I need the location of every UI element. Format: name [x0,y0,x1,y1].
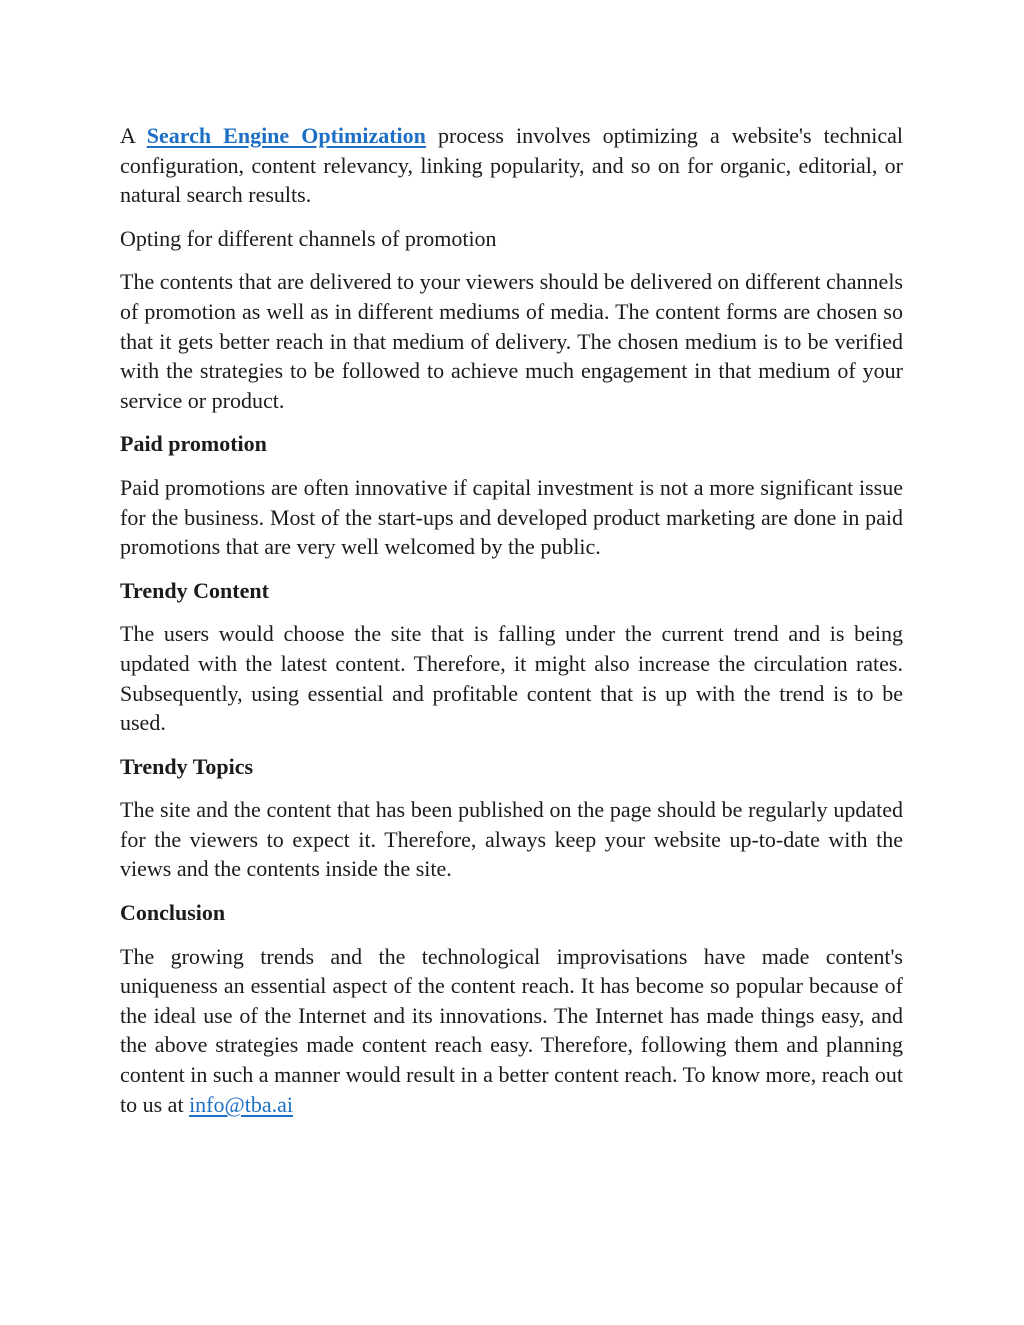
document-page [120,121,903,1133]
section-heading-paid-promotion: Paid promotion [120,431,267,457]
conclusion-paragraph [120,942,903,1120]
section-body-trendy-content: The users would choose the site that is falling under the current trend and is being updated with the latest content. Therefore, it might also increase the circulation rates. Subsequently, using essential and profitable content that is up with the trend is to be used. [120,621,903,736]
seo-hyperlink[interactable]: Search Engine Optimization [146,123,426,148]
section-heading-channels-of-promotion: Opting for different channels of promotion [120,225,497,251]
section-heading-trendy-topics: Trendy Topics [120,753,254,779]
section-body-paid-promotion: Paid promotions are often innovative if capital investment is not a more significant issue for the business. Most of the start-ups and developed product marketing are done in paid promotions that are very well welcomed by the public. [120,474,903,560]
intro-text-prefix: A [120,123,147,148]
email-hyperlink[interactable]: info@tba.ai [189,1091,294,1117]
intro-paragraph [120,121,903,210]
section-heading-trendy-content: Trendy Content [120,577,269,603]
section-heading-conclusion: Conclusion [120,900,226,926]
section-body-trendy-topics: The site and the content that has been published on the page should be regularly updated for the viewers to expect it. Therefore, always keep your website up-to-date with the views and the contents inside the site. [120,797,903,882]
section-body-channels-of-promotion: The contents that are delivered to your viewers should be delivered on different channels of promotion as well as in different mediums of media. The content forms are chosen so that it gets better reach in that medium of delivery. The chosen medium is to be verified with the strategies to be followed to achieve much engagement in that medium of your service or product. [120,269,903,413]
conclusion-text: The growing trends and the technological improvisations have made content's uniqueness an essential aspect of the content reach. It has become so popular because of the ideal use of the Internet and its innovations. The Internet has made things easy, and the above strategies made content reach easy. Therefore, following them and planning content in such a manner would result in a better content reach. To know more, reach out to us at [120,943,903,1117]
intro-text-suffix: process involves optimizing a website's technical configuration, content relevancy, linking popularity, and so on for organic, editorial, or natural search results. [120,123,903,208]
